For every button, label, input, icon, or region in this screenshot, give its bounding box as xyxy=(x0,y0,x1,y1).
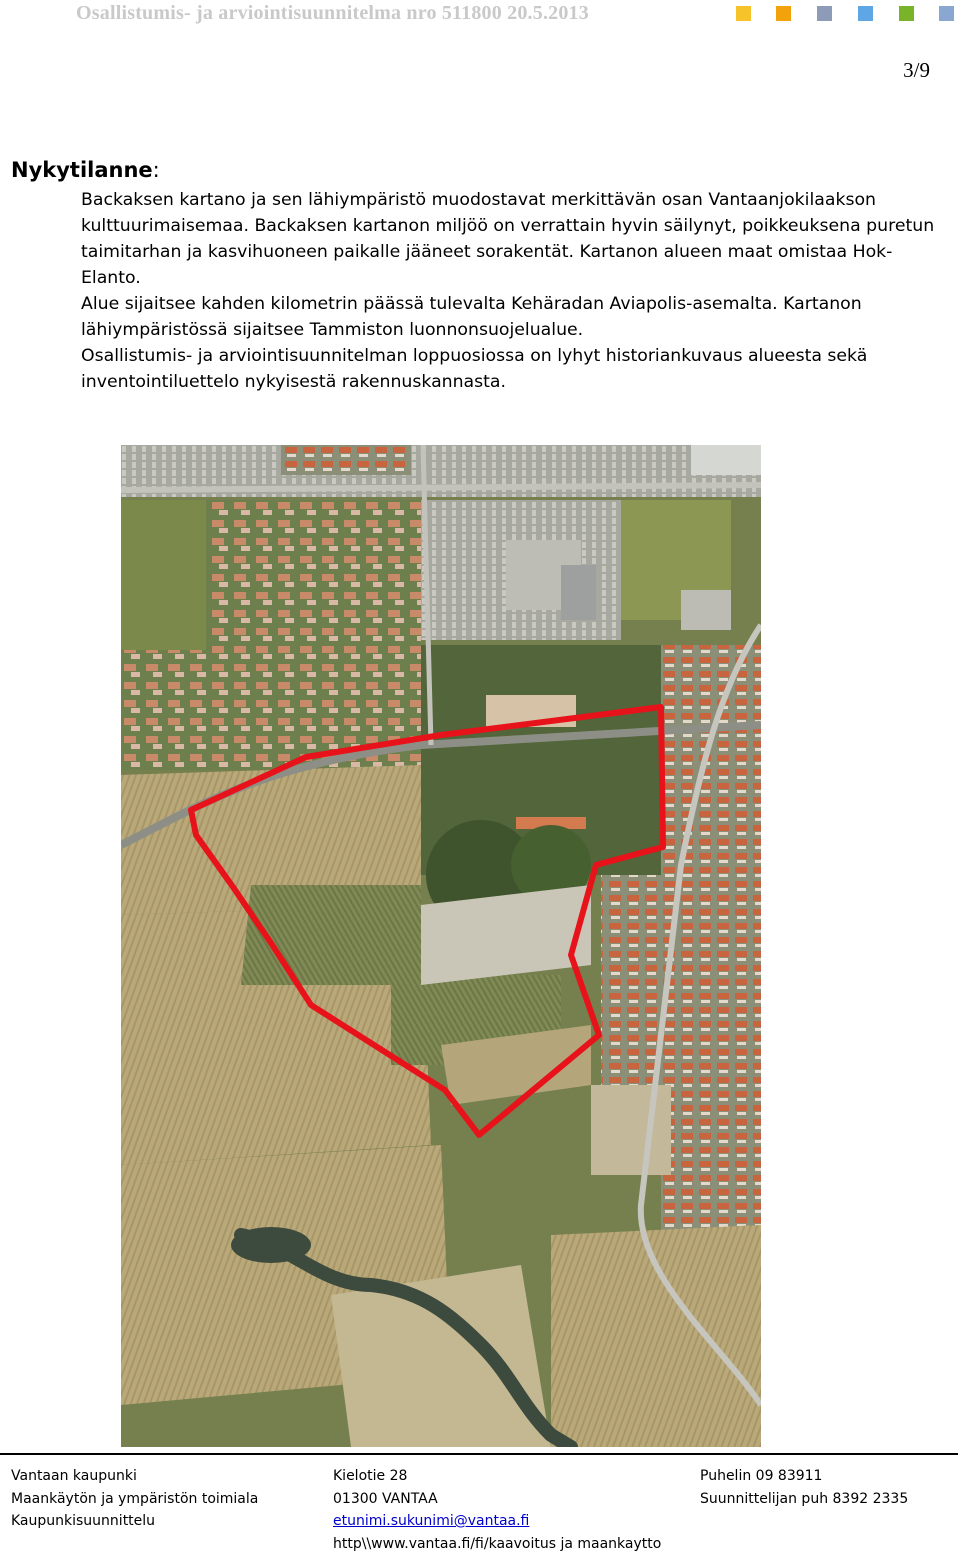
color-square xyxy=(736,6,751,21)
footer-line: Maankäytön ja ympäristön toimiala xyxy=(11,1488,258,1511)
aerial-map-drawing xyxy=(121,445,761,1447)
section-heading-colon: : xyxy=(153,158,160,182)
footer-organization xyxy=(11,1465,258,1533)
footer-line: 01300 VANTAA xyxy=(333,1488,661,1511)
footer-divider xyxy=(0,1453,958,1455)
footer-line: Suunnittelijan puh 8392 2335 xyxy=(700,1488,908,1511)
footer-line: Vantaan kaupunki xyxy=(11,1465,258,1488)
body-paragraph: Alue sijaitsee kahden kilometrin päässä tulevalta Kehäradan Aviapolis-asemalta. Kartanon lähiympäristössä sijaitsee Tammiston luonnonsuojelualue. xyxy=(81,291,941,343)
color-square xyxy=(899,6,914,21)
document-header-title: Osallistumis- ja arviointisuunnitelma nro 511800 20.5.2013 xyxy=(76,2,589,25)
footer-address xyxy=(333,1465,661,1555)
footer-web-address: http\\www.vantaa.fi/fi/kaavoitus ja maankaytto xyxy=(333,1533,661,1555)
section-body xyxy=(81,187,941,395)
body-paragraph: Osallistumis- ja arviointisuunnitelman loppuosiossa on lyhyt historiankuvaus alueesta sekä inventointiluettelo nykyisestä rakennuskannasta. xyxy=(81,343,941,395)
page-number: 3/9 xyxy=(903,58,930,83)
color-square xyxy=(858,6,873,21)
color-square xyxy=(817,6,832,21)
footer-line: Puhelin 09 83911 xyxy=(700,1465,908,1488)
footer-phone xyxy=(700,1465,908,1510)
color-square xyxy=(939,6,954,21)
section-heading xyxy=(11,158,160,182)
color-square xyxy=(776,6,791,21)
body-paragraph: Backaksen kartano ja sen lähiympäristö muodostavat merkittävän osan Vantaanjokilaakson kulttuurimaisemaa. Backaksen kartanon miljöö on verrattain hyvin säilynyt, poikkeuksena puretun taimitarhan ja kasvihuoneen paikalle jääneet sorakentät. Kartanon alueen maat omistaa Hok-Elanto. xyxy=(81,187,941,291)
aerial-map-icon xyxy=(121,445,761,1447)
section-heading-text: Nykytilanne xyxy=(11,158,153,182)
footer-line: Kaupunkisuunnittelu xyxy=(11,1510,258,1533)
footer-email-link[interactable]: etunimi.sukunimi@vantaa.fi xyxy=(333,1513,529,1529)
footer-line: Kielotie 28 xyxy=(333,1465,661,1488)
